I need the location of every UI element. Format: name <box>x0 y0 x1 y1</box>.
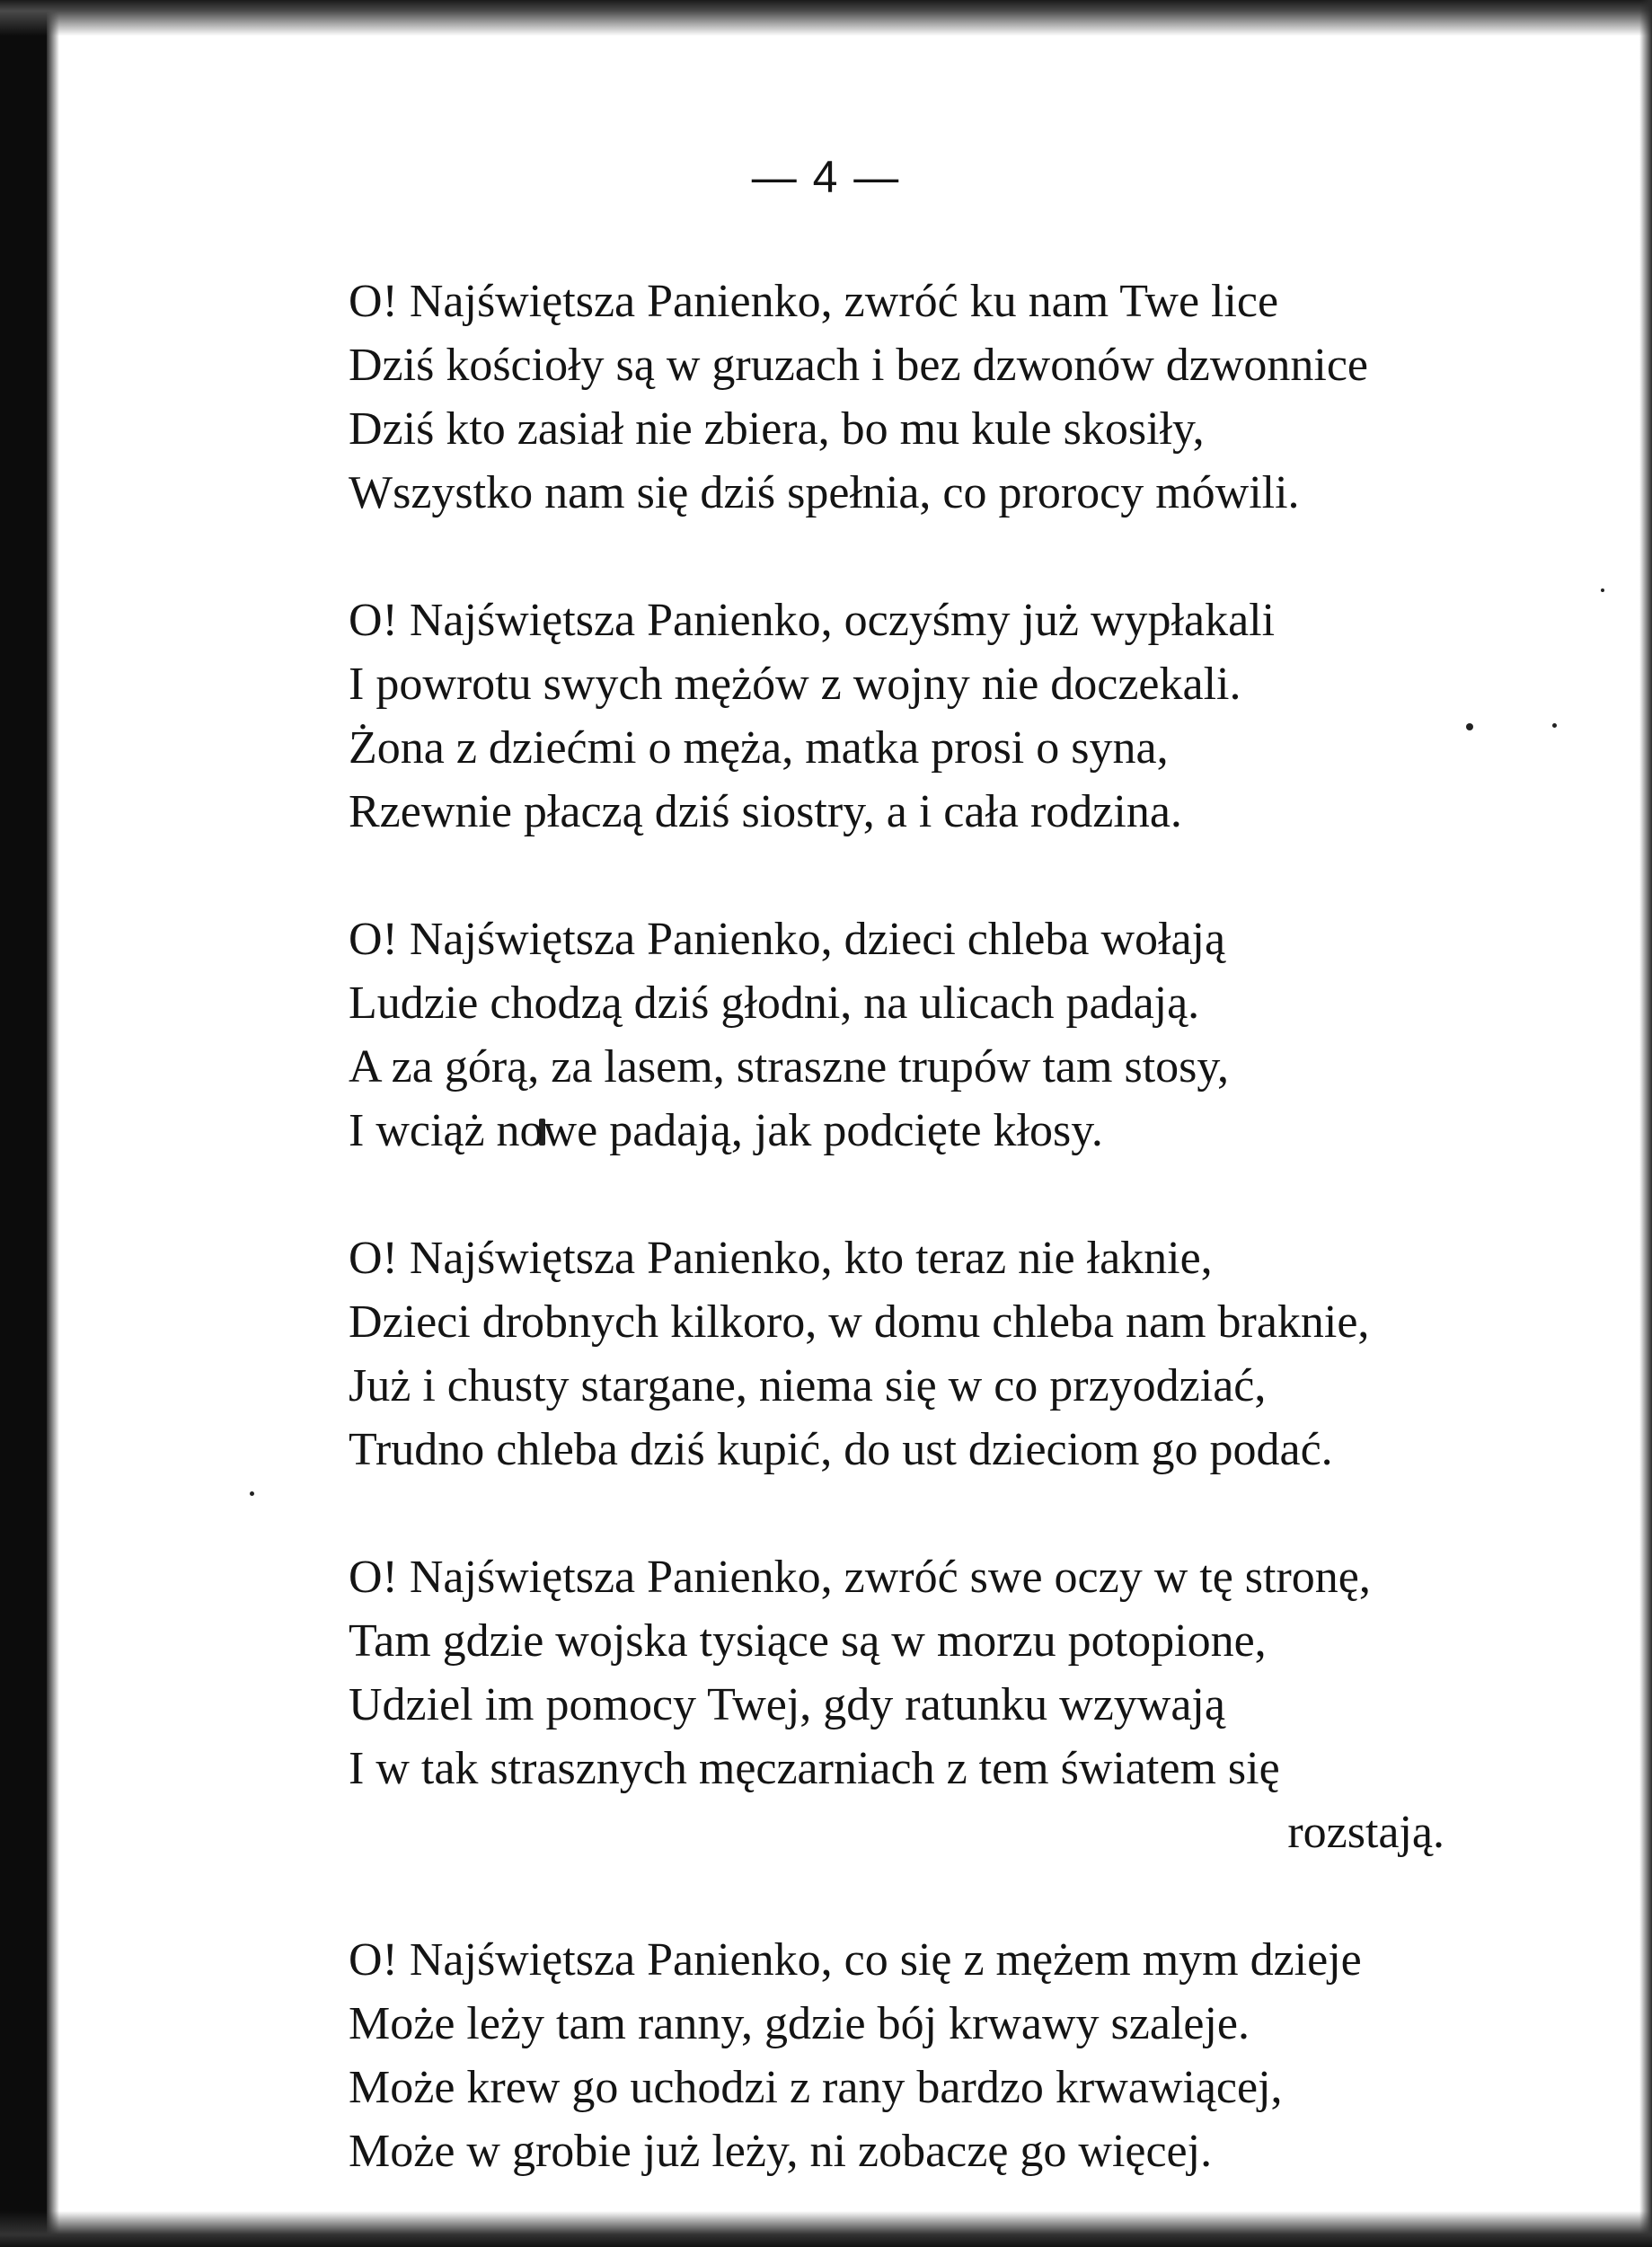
verse-line: Żona z dziećmi o męża, matka prosi o syna, <box>349 722 1169 774</box>
verse-line: Dziś kto zasiał nie zbiera, bo mu kule skosiły, <box>349 403 1205 455</box>
scan-left-shadow <box>47 0 59 2247</box>
scan-speck <box>1601 588 1604 592</box>
verse-line: Dziś kościoły są w gruzach i bez dzwonów dzwonnice <box>349 340 1368 391</box>
stanza <box>349 1545 1471 1864</box>
verse-line: Może leży tam ranny, gdzie bój krwawy szaleje. <box>349 1998 1250 2049</box>
verse-line: I wciąż nowe padają, jak podcięte kłosy. <box>349 1105 1103 1156</box>
verse-line: O! Najświętsza Panienko, oczyśmy już wypłakali <box>349 595 1276 646</box>
verse-line: Może w grobie już leży, ni zobaczę go więcej. <box>349 2126 1213 2177</box>
verse-line: Tam gdzie wojska tysiące są w morzu potopione, <box>349 1615 1267 1667</box>
verse-line: A za górą, za lasem, straszne trupów tam stosy, <box>349 1041 1230 1093</box>
scan-speck <box>1552 723 1557 728</box>
verse-line: Rzewnie płaczą dziś siostry, a i cała rodzina. <box>349 786 1182 837</box>
verse-line-continuation: rozstają. <box>1287 1807 1444 1858</box>
scan-left-border <box>0 0 47 2247</box>
stanza <box>349 907 1471 1163</box>
verse-line: Już i chusty stargane, niema się w co przyodziać, <box>349 1360 1267 1411</box>
verse-line: I powrotu swych mężów z wojny nie doczekali. <box>349 659 1241 710</box>
scan-top-border <box>0 0 1652 36</box>
verse-line: Dzieci drobnych kilkoro, w domu chleba nam braknie, <box>349 1296 1370 1348</box>
verse-line: Wszystko nam się dziś spełnia, co prorocy mówili. <box>349 467 1300 518</box>
verse-line: O! Najświętsza Panienko, co się z mężem mym dzieje <box>349 1934 1362 1986</box>
scan-speck <box>250 1491 254 1496</box>
verse-line: O! Najświętsza Panienko, dzieci chleba wołają <box>349 914 1226 965</box>
verse-line: O! Najświętsza Panienko, zwróć swe oczy w tę stronę, <box>349 1552 1371 1603</box>
stanza <box>349 1928 1471 2183</box>
poem-text <box>349 270 1471 2247</box>
stanza <box>349 270 1471 525</box>
verse-line: Trudno chleba dziś kupić, do ust dzieciom go podać. <box>349 1424 1333 1475</box>
verse-line: I w tak strasznych męczarniach z tem światem się <box>349 1743 1280 1794</box>
verse-line: Ludzie chodzą dziś głodni, na ulicach padają. <box>349 978 1200 1029</box>
verse-line: O! Najświętsza Panienko, zwróć ku nam Twe lice <box>349 276 1279 327</box>
page-number: — 4 — <box>751 152 901 202</box>
verse-line: O! Najświętsza Panienko, kto teraz nie łaknie, <box>349 1233 1213 1284</box>
scan-right-border <box>1639 0 1652 2247</box>
stanza <box>349 1226 1471 1482</box>
verse-line: Może krew go uchodzi z rany bardzo krwawiącej, <box>349 2062 1283 2113</box>
verse-line: Udziel im pomocy Twej, gdy ratunku wzywają <box>349 1679 1225 1730</box>
stanza <box>349 588 1471 844</box>
